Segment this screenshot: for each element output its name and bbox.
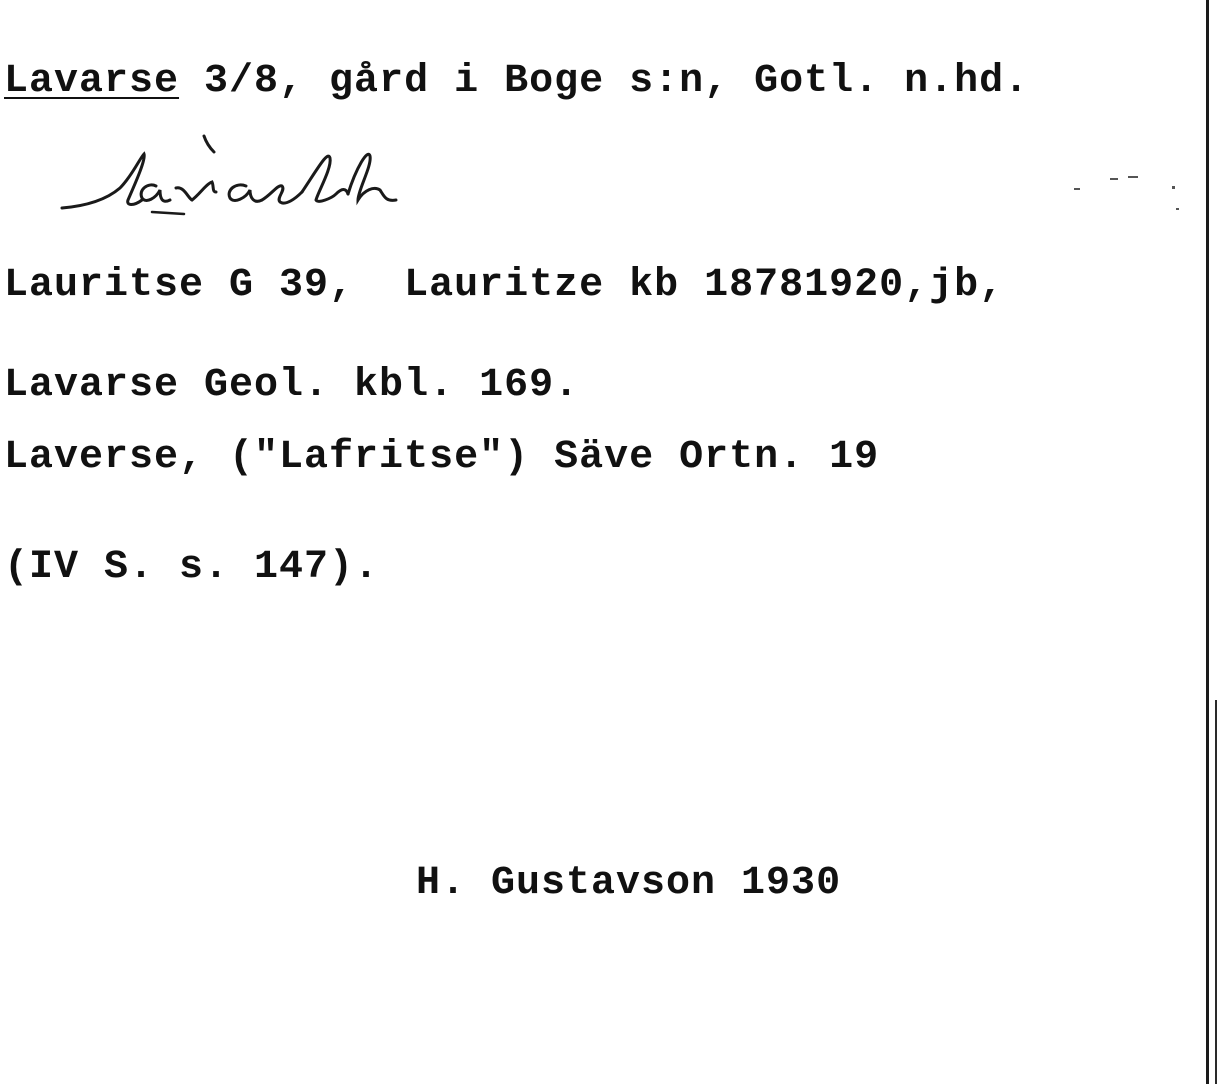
headword: Lavarse [4, 59, 180, 104]
entry-line-reference: (IV S. s. 147). [4, 545, 380, 590]
card-edge-line [1206, 0, 1209, 1084]
entry-heading-line [4, 58, 1029, 106]
entry-location: 3/8, gård i Boge s:n, Gotl. n.hd. [179, 59, 1030, 104]
entry-line-lauritse: Lauritse G 39, Lauritze kb 18781920,jb, [4, 263, 1005, 308]
card-edge-line-lower [1215, 700, 1217, 1084]
entry-line-saeve: Laverse, ("Lafritse") Säve Ortn. 19 [4, 435, 880, 480]
handwritten-pronunciation [56, 128, 456, 228]
entry-line-geol: Lavarse Geol. kbl. 169. [4, 363, 580, 408]
scan-specks [1070, 170, 1190, 220]
signature-line: H. Gustavson 1930 [416, 861, 842, 906]
